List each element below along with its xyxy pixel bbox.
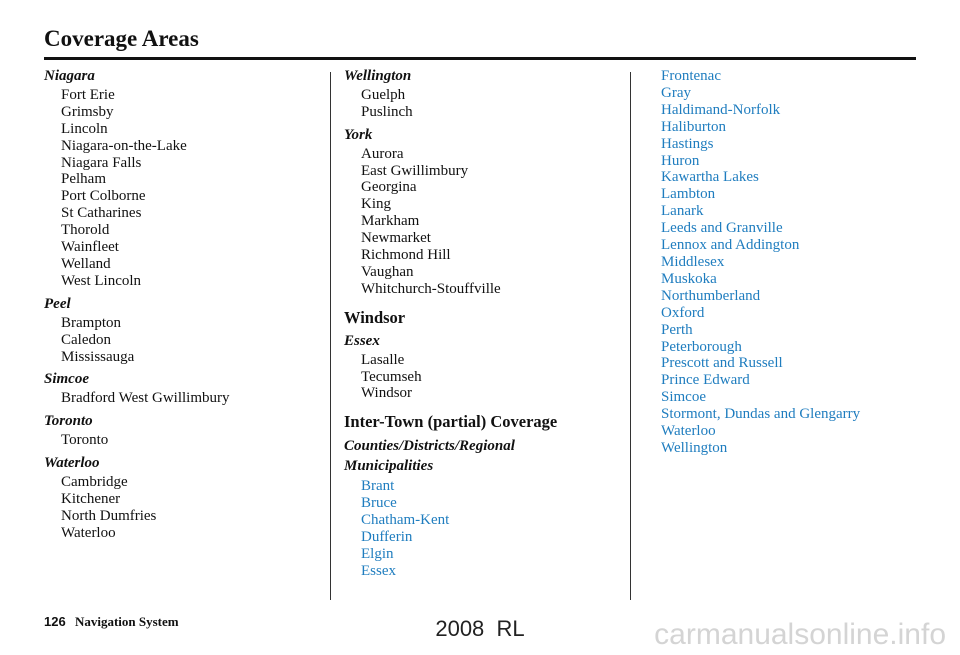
list-item: Niagara-on-the-Lake: [61, 137, 187, 154]
list-item: Niagara Falls: [61, 154, 142, 171]
list-item: Thorold: [61, 222, 110, 239]
list-item: East Gwillimbury: [361, 162, 469, 179]
list-item: West Lincoln: [61, 272, 142, 289]
list-item: Welland: [61, 255, 111, 272]
county-link[interactable]: Waterloo: [661, 423, 716, 440]
county-link[interactable]: Simcoe: [661, 389, 706, 406]
county-link[interactable]: Gray: [661, 84, 691, 101]
list-item: Brampton: [61, 314, 121, 331]
column-2: [344, 68, 624, 580]
list-item: Whitchurch-Stouffville: [361, 280, 501, 297]
list-item: Windsor: [361, 385, 413, 402]
county-link-list: [644, 68, 924, 457]
list-item: Toronto: [61, 432, 109, 449]
county-link[interactable]: Perth: [661, 321, 693, 338]
list-item: Wainfleet: [61, 239, 119, 256]
county-link[interactable]: Elgin: [361, 545, 394, 562]
region-heading: Peel: [44, 295, 71, 312]
county-link[interactable]: Haliburton: [661, 118, 726, 135]
county-link[interactable]: Prince Edward: [661, 372, 750, 389]
list-item: Waterloo: [61, 524, 116, 541]
municipality-list: [44, 432, 324, 449]
column-divider: [630, 72, 631, 600]
county-link[interactable]: Kawartha Lakes: [661, 169, 759, 186]
region-subheading: Counties/Districts/Regional: [344, 438, 515, 455]
county-link[interactable]: Bruce: [361, 495, 397, 512]
municipality-list: [344, 87, 624, 121]
page-title: Coverage Areas: [44, 26, 199, 51]
list-item: Georgina: [361, 179, 417, 196]
county-link[interactable]: Middlesex: [661, 253, 725, 270]
list-item: Lasalle: [361, 351, 405, 368]
list-item: Kitchener: [61, 490, 121, 507]
list-item: St Catharines: [61, 205, 142, 222]
county-link[interactable]: Peterborough: [661, 338, 742, 355]
county-link[interactable]: Leeds and Granville: [661, 220, 783, 237]
list-item: Fort Erie: [61, 86, 115, 103]
municipality-list: [44, 474, 324, 542]
county-link[interactable]: Haldimand-Norfolk: [661, 101, 781, 118]
footer-section-label: Navigation System: [74, 614, 179, 629]
county-link[interactable]: Muskoka: [661, 270, 717, 287]
site-watermark: carmanualsonline.info: [654, 618, 946, 651]
county-link[interactable]: Prescott and Russell: [661, 355, 783, 372]
municipality-list: [44, 390, 324, 407]
region-heading: Toronto: [44, 413, 93, 430]
list-item: Puslinch: [361, 103, 413, 120]
region-heading: Wellington: [344, 68, 412, 84]
county-link[interactable]: Brant: [361, 478, 395, 495]
municipality-list: [44, 315, 324, 366]
list-item: Mississauga: [61, 348, 135, 365]
section-heading-windsor: Windsor: [344, 307, 406, 327]
list-item: Richmond Hill: [361, 247, 451, 264]
county-link[interactable]: Wellington: [661, 439, 728, 456]
list-item: Cambridge: [61, 473, 128, 490]
list-item: Pelham: [61, 171, 106, 188]
list-item: Markham: [361, 213, 420, 230]
region-heading: Niagara: [44, 68, 95, 84]
list-item: Port Colborne: [61, 188, 146, 205]
list-item: Vaughan: [361, 263, 414, 280]
list-item: Aurora: [361, 145, 404, 162]
county-link[interactable]: Frontenac: [661, 68, 721, 84]
county-link[interactable]: Oxford: [661, 304, 705, 321]
county-link[interactable]: Lennox and Addington: [661, 237, 800, 254]
county-link[interactable]: Essex: [361, 562, 396, 579]
list-item: Guelph: [361, 86, 406, 103]
county-link[interactable]: Chatham-Kent: [361, 512, 450, 529]
list-item: King: [361, 196, 391, 213]
column-3: [644, 68, 924, 457]
list-item: Caledon: [61, 331, 111, 348]
county-link[interactable]: Lanark: [661, 203, 704, 220]
column-divider: [330, 72, 331, 600]
municipality-list: [344, 146, 624, 298]
region-heading: Essex: [344, 332, 380, 349]
region-heading: Simcoe: [44, 371, 89, 388]
region-subheading: Municipalities: [344, 458, 434, 475]
county-link[interactable]: Northumberland: [661, 287, 761, 304]
municipality-list: [44, 87, 324, 290]
county-link[interactable]: Dufferin: [361, 528, 413, 545]
county-link[interactable]: Huron: [661, 152, 700, 169]
list-item: Newmarket: [361, 230, 431, 247]
municipality-list: [344, 352, 624, 403]
list-item: Bradford West Gwillimbury: [61, 390, 230, 407]
county-link[interactable]: Lambton: [661, 186, 716, 203]
title-rule: [44, 57, 916, 60]
region-heading: York: [344, 126, 373, 143]
list-item: Tecumseh: [361, 368, 422, 385]
county-link[interactable]: Stormont, Dundas and Glengarry: [661, 406, 861, 423]
list-item: Grimsby: [61, 103, 114, 120]
region-heading: Waterloo: [44, 455, 100, 472]
section-heading-intertown: Inter-Town (partial) Coverage: [344, 412, 558, 432]
county-link-list: [344, 478, 624, 579]
list-item: North Dumfries: [61, 507, 157, 524]
list-item: Lincoln: [61, 120, 108, 137]
page-number: 126: [44, 614, 66, 629]
county-link[interactable]: Hastings: [661, 135, 714, 152]
column-1: [44, 68, 324, 542]
model-watermark: 2008 RL: [435, 616, 525, 641]
